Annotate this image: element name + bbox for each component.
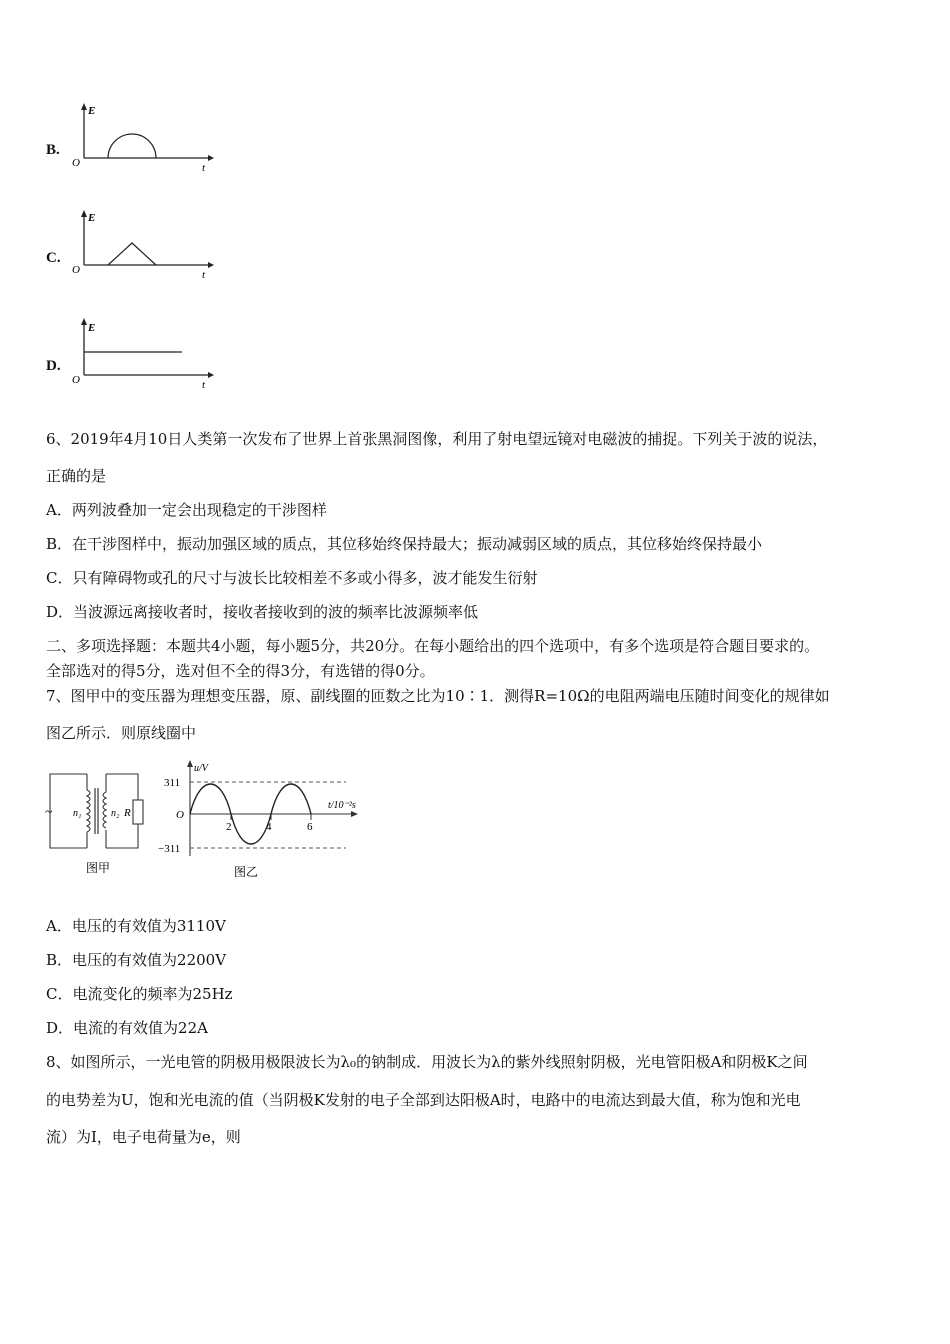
option-b-graph — [70, 100, 215, 175]
q7-fig-b-tick-6: 6 — [307, 821, 313, 833]
q7-option-b: B．电压的有效值为2200V — [46, 951, 227, 969]
option-d-graph — [70, 317, 215, 392]
option-c-graph — [70, 207, 215, 282]
q7-option-d: D．电流的有效值为22A — [46, 1019, 208, 1037]
option-c-label: C. — [46, 250, 61, 266]
q7-fig-b-ymax: 311 — [164, 777, 181, 789]
option-b-axis-y: E — [88, 105, 96, 117]
option-b-label: B. — [46, 142, 60, 158]
q7-fig-b-tick-4: 4 — [266, 821, 272, 833]
q7-fig-b-y-axis: u/V — [194, 763, 208, 774]
option-b-origin: O — [72, 157, 80, 169]
section2-line2: 全部选对的得5分，选对但不全的得3分，有选错的得0分。 — [46, 662, 435, 680]
q7-fig-b-caption: 图乙 — [234, 865, 259, 879]
q7-fig-b-origin: O — [176, 809, 184, 821]
option-c-origin: O — [72, 264, 80, 276]
q7-stem-line2: 图乙所示．则原线圈中 — [46, 724, 197, 742]
q7-option-a: A．电压的有效值为3110V — [46, 917, 226, 935]
q6-option-c: C．只有障碍物或孔的尺寸与波长比较相差不多或小得多，波才能发生衍射 — [46, 569, 538, 587]
q6-stem-line1: 6、2019年4月10日人类第一次发布了世界上首张黑洞图像，利用了射电望远镜对电磁波的捕捉。下列关于波的说法， — [46, 430, 828, 448]
section2-line1: 二、多项选择题：本题共4小题，每小题5分，共20分。在每小题给出的四个选项中，有多个选项是符合题目要求的。 — [46, 637, 820, 655]
q7-fig-a-caption: 图甲 — [86, 861, 111, 875]
option-c-axis-x: t — [202, 269, 206, 281]
q7-fig-b-tick-2: 2 — [226, 821, 232, 833]
q8-line2: 的电势差为U，饱和光电流的值（当阴极K发射的电子全部到达阳极A时，电路中的电流达到最大值，称为饱和光电 — [46, 1091, 801, 1109]
q7-figure-a-circuit — [44, 764, 154, 879]
q6-option-b: B．在干涉图样中，振动加强区域的质点，其位移始终保持最大；振动减弱区域的质点，其位移始终保持最小 — [46, 535, 763, 553]
option-c-axis-y: E — [88, 212, 96, 224]
q7-stem-line1: 7、图甲中的变压器为理想变压器，原、副线圈的匝数之比为10∶1．测得R=10Ω的电阻两端电压随时间变化的规律如 — [46, 687, 830, 705]
q7-fig-b-ymin: −311 — [158, 843, 181, 855]
q7-fig-a-r: R — [124, 807, 131, 819]
q6-option-a: A．两列波叠加一定会出现稳定的干涉图样 — [46, 501, 327, 519]
q7-fig-a-n2: n₂ — [111, 808, 120, 819]
q8-line3: 流）为I，电子电荷量为e，则 — [46, 1128, 241, 1146]
option-d-origin: O — [72, 374, 80, 386]
q6-option-d: D．当波源远离接收者时，接收者接收到的波的频率比波源频率低 — [46, 603, 479, 621]
q7-fig-a-source: ~ — [45, 805, 53, 820]
q8-line1: 8、如图所示，一光电管的阴极用极限波长为λ₀的钠制成．用波长为λ的紫外线照射阴极，光电管阳极A和阴极K之间 — [46, 1053, 808, 1071]
q7-fig-a-n1: n₁ — [73, 808, 82, 819]
option-d-axis-y: E — [88, 322, 96, 334]
q6-stem-line2: 正确的是 — [46, 467, 107, 485]
option-b-axis-x: t — [202, 162, 206, 174]
option-d-axis-x: t — [202, 379, 206, 391]
option-d-label: D. — [46, 358, 61, 374]
q7-fig-b-x-axis: t/10⁻²s — [328, 800, 356, 811]
q7-figure-b-graph — [156, 760, 370, 880]
q7-option-c: C．电流变化的频率为25Hz — [46, 985, 233, 1003]
